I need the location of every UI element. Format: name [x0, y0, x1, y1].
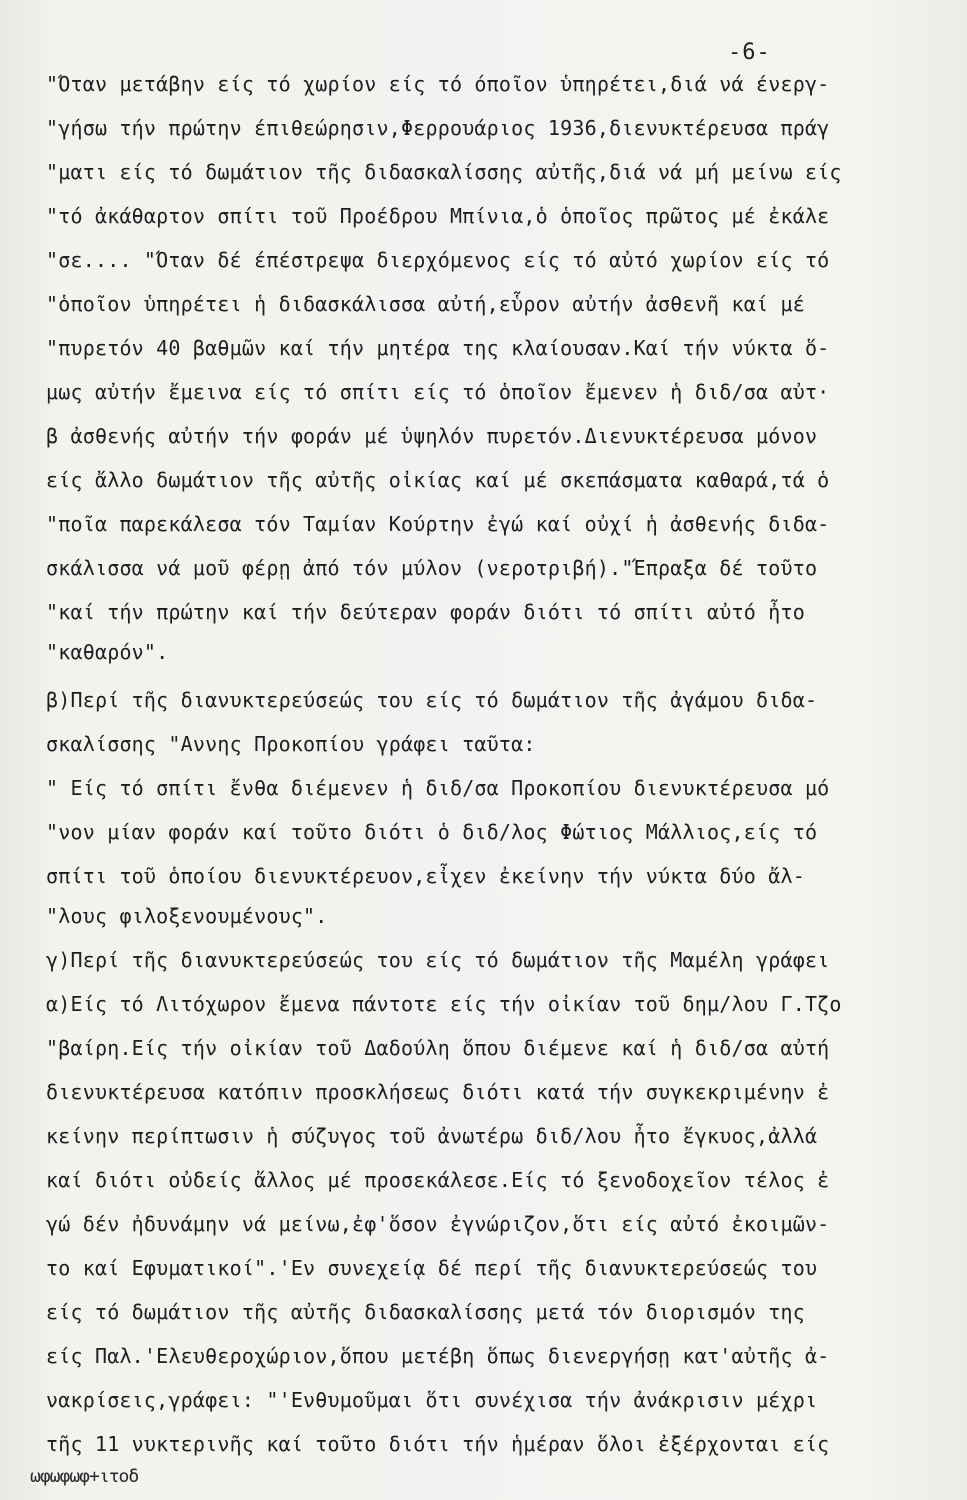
- text-line: είς τό δωμάτιον τῆς αὐτῆς διδασκαλίσσης μετά τόν διορισμόν της: [46, 1300, 805, 1324]
- text-line: "ποῖα παρεκάλεσα τόν Ταμίαν Κούρτην ἐγώ καί οὐχί ἡ ἀσθενής διδα-: [46, 512, 830, 536]
- text-line: κείνην περίπτωσιν ἡ σύζυγος τοῦ ἀνωτέρω διδ/λου ἦτο ἔγκυος,ἀλλά: [46, 1124, 818, 1148]
- text-line: "ματι είς τό δωμάτιον τῆς διδασκαλίσσης αὐτῆς,διά νά μή μείνω είς: [46, 160, 842, 184]
- text-line: "λους φιλοξενουμένους".: [46, 904, 328, 928]
- text-line: "γήσω τήν πρώτην έπιθεώρησιν,Φερρουάριος 1936,διενυκτέρευσα πράγ: [46, 116, 830, 140]
- footer-fragment: ωφωφωφ+ιτοδ: [30, 1466, 139, 1487]
- text-line: διενυκτέρευσα κατόπιν προσκλήσεως διότι κατά τήν συγκεκριμένην ἐ: [46, 1080, 830, 1104]
- text-line: "πυρετόν 40 βαθμῶν καί τήν μητέρα της κλαίουσαν.Καί τήν νύκτα ὅ-: [46, 336, 830, 360]
- text-line: "καθαρόν".: [46, 640, 169, 664]
- text-line: τῆς 11 νυκτερινῆς καί τοῦτο διότι τήν ἡμέραν ὅλοι ἐξέρχονται είς: [46, 1432, 830, 1456]
- text-line: "νον μίαν φοράν καί τοῦτο διότι ὁ διδ/λος Φώτιος Μάλλιος,είς τό: [46, 820, 818, 844]
- text-line: "βαίρη.Είς τήν οἰκίαν τοῦ Δαδούλη ὅπου διέμενε καί ἡ διδ/σα αὐτή: [46, 1036, 830, 1060]
- text-line: "τό ἀκάθαρτον σπίτι τοῦ Προέδρου Μπίνια,ὁ ὁποῖος πρῶτος μέ ἐκάλε: [46, 204, 830, 228]
- text-line: "καί τήν πρώτην καί τήν δεύτεραν φοράν διότι τό σπίτι αὐτό ἦτο: [46, 600, 805, 624]
- text-line: σκαλίσσης "Αννης Προκοπίου γράφει ταῦτα:: [46, 732, 536, 756]
- text-line: γώ δέν ἠδυνάμην νά μείνω,ἐφ'ὅσον ἐγνώριζον,ὅτι είς αὐτό ἐκοιμῶν-: [46, 1212, 830, 1236]
- text-line: "σε.... "Όταν δέ έπέστρεψα διερχόμενος είς τό αὐτό χωρίον είς τό: [46, 248, 830, 272]
- text-line: "Όταν μετάβην είς τό χωρίον είς τό όποῖον ὑπηρέτει,διά νά ένεργ-: [46, 72, 830, 96]
- text-line: β ἀσθενής αὐτήν τήν φοράν μέ ὑψηλόν πυρετόν.Διενυκτέρευσα μόνον: [46, 424, 818, 448]
- text-line: το καί Εφυματικοί".'Εν συνεχείᾳ δέ περί τῆς διανυκτερεύσεώς του: [46, 1256, 818, 1280]
- text-line: μως αὐτήν ἔμεινα είς τό σπίτι είς τό ὁποῖον ἔμενεν ἡ διδ/σα αὐτ·: [46, 380, 830, 404]
- page-number: -6-: [728, 40, 771, 65]
- text-line: β)Περί τῆς διανυκτερεύσεώς του είς τό δωμάτιον τῆς ἀγάμου διδα-: [46, 688, 818, 712]
- text-line: "ὁποῖον ὑπηρέτει ἡ διδασκάλισσα αὐτή,εὗρον αὐτήν ἀσθενῆ καί μέ: [46, 292, 805, 316]
- text-line: νακρίσεις,γράφει: "'Ενθυμοῦμαι ὅτι συνέχισα τήν ἀνάκρισιν μέχρι: [46, 1388, 818, 1412]
- text-line: α)Είς τό Λιτόχωρον ἔμενα πάντοτε είς τήν οἰκίαν τοῦ δημ/λου Γ.Τζο: [46, 992, 842, 1016]
- text-line: καί διότι οὐδείς ἄλλος μέ προσεκάλεσε.Είς τό ξενοδοχεῖον τέλος ἐ: [46, 1168, 830, 1192]
- text-line: είς Παλ.'Ελευθεροχώριον,ὅπου μετέβη ὅπως διενεργήσῃ κατ'αὐτῆς ἀ-: [46, 1344, 830, 1368]
- text-line: είς ἄλλο δωμάτιον τῆς αὐτῆς οἰκίας καί μέ σκεπάσματα καθαρά,τά ὁ: [46, 468, 830, 492]
- text-line: " Είς τό σπίτι ἔνθα διέμενεν ἡ διδ/σα Προκοπίου διενυκτέρευσα μό: [46, 776, 830, 800]
- text-line: γ)Περί τῆς διανυκτερεύσεώς του είς τό δωμάτιον τῆς Μαμέλη γράφει: [46, 948, 830, 972]
- text-line: σκάλισσα νά μοῦ φέρῃ ἀπό τόν μύλον (νεροτριβή)."Έπραξα δέ τοῦτο: [46, 556, 818, 580]
- text-line: σπίτι τοῦ ὁποίου διενυκτέρευον,εἶχεν ἐκείνην τήν νύκτα δύο ἄλ-: [46, 864, 805, 888]
